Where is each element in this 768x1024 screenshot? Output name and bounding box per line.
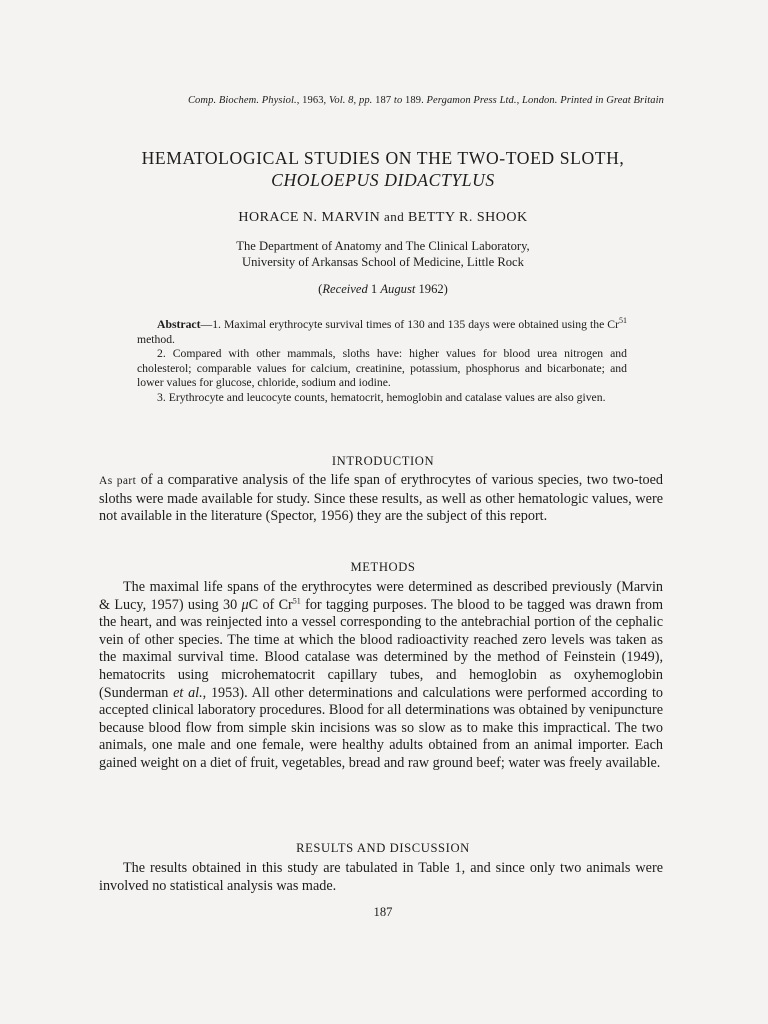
received-open: (: [318, 282, 323, 296]
methods-paragraph: [99, 579, 663, 773]
journal-publisher: Pergamon Press Ltd., London. Printed in Great Britain: [426, 95, 664, 106]
received-month: August: [380, 282, 416, 296]
methods-text-1: The maximal life spans of the erythrocytes were determined as described previously (Marvin & Lucy, 1957) using 30: [99, 579, 663, 613]
methods-mu: μ: [241, 596, 249, 613]
page-number: 187: [373, 905, 393, 919]
methods-body: [99, 579, 663, 773]
introduction-heading: INTRODUCTION: [331, 454, 435, 468]
journal-page-end: 189.: [402, 95, 427, 106]
methods-et-al: et al.: [173, 684, 203, 701]
author-joiner: and: [380, 209, 408, 224]
introduction-body: [99, 472, 663, 526]
abstract-point-1: [137, 318, 627, 347]
title-line-1: HEMATOLOGICAL STUDIES ON THE TWO-TOED SLOTH,: [141, 148, 625, 168]
journal-citation: [98, 95, 664, 106]
journal-name: Comp. Biochem. Physiol.: [187, 95, 297, 106]
journal-year: , 1963,: [296, 95, 330, 106]
author-list: [100, 209, 666, 226]
introduction-lead: As part: [99, 475, 137, 487]
methods-heading: METHODS: [350, 560, 416, 574]
journal-to: to: [393, 95, 403, 106]
affiliation-line-2: University of Arkansas School of Medicine, Little Rock: [242, 255, 524, 269]
abstract-point-2: 2. Compared with other mammals, sloths have: higher values for blood urea nitrogen and cholesterol; comparable values for calcium, creatinine, potassium, phosphorus and bicarbonate; and lower values for glucose, chloride, sodium and iodine.: [137, 347, 627, 389]
received-year: 1962): [415, 282, 448, 296]
abstract-point-1-end: method.: [137, 332, 175, 346]
author-1: HORACE N. MARVIN: [238, 210, 381, 225]
results-heading: RESULTS AND DISCUSSION: [296, 841, 470, 855]
received-day: 1: [367, 282, 381, 296]
introduction-paragraph: [99, 472, 663, 526]
methods-text-2: C of Cr: [248, 596, 293, 613]
received-word: Received: [322, 282, 368, 296]
results-paragraph: The results obtained in this study are tabulated in Table 1, and since only two animals were involved no statistical analysis was made.: [99, 860, 663, 894]
affiliation: [100, 238, 666, 270]
title-line-2: CHOLOEPUS DIDACTYLUS: [271, 170, 495, 190]
affiliation-line-1: The Department of Anatomy and The Clinical Laboratory,: [236, 239, 530, 253]
received-date: [100, 282, 666, 297]
abstract-point-1-text: —1. Maximal erythrocyte survival times of 130 and 135 days were obtained using the Cr: [200, 318, 619, 331]
abstract-label: Abstract: [157, 318, 201, 331]
journal-page-start: 187: [372, 95, 394, 106]
abstract-superscript: 51: [619, 316, 627, 326]
results-body: [99, 860, 663, 895]
paper-title: [100, 147, 666, 191]
introduction-text: of a comparative analysis of the life span of erythrocytes of various species, two two-toed sloths were made available for study. Since these results, as well as other hematologic values, were not available in the literature (Spector, 1956) they are the subject of this report.: [99, 472, 664, 525]
methods-text-3: for tagging purposes. The blood to be tagged was drawn from the heart, and was reinjected into a vessel corresponding to the antebrachial portion of the cephalic vein of other species. The time at which the blood radioactivity reached zero levels was taken as the maximal survival time. Blood catalase was determined by the method of Feinstein (1949), hematocrits using microhematocrit capillary tubes, and hemoglobin as oxyhemoglobin (Sunderman: [99, 596, 663, 701]
journal-volume: Vol. 8, pp.: [329, 95, 373, 106]
abstract: [137, 318, 627, 405]
methods-text-4: , 1953). All other determinations and calculations were performed according to accepted clinical laboratory procedures. Blood for all determinations was obtained by venipuncture because blood flow from simple skin incisions was so slow as to make this impractical. The two animals, one male and one female, were healthy adults obtained from an animal importer. Each gained weight on a diet of fruit, vegetables, bread and raw ground beef; water was freely available.: [99, 684, 663, 771]
author-2: BETTY R. SHOOK: [407, 210, 528, 225]
abstract-point-3: 3. Erythrocyte and leucocyte counts, hematocrit, hemoglobin and catalase values are also given.: [157, 390, 606, 404]
methods-superscript: 51: [292, 595, 301, 605]
